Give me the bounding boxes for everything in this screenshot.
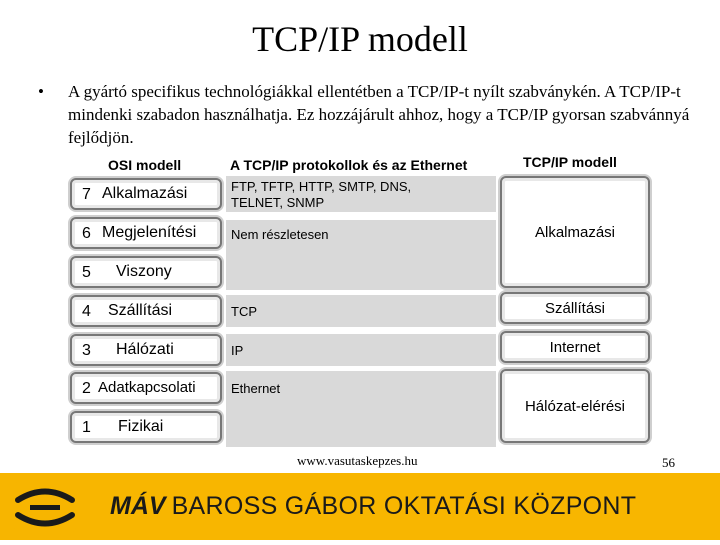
osi-layer-name: Fizikai xyxy=(118,418,164,435)
footer-organization xyxy=(110,492,636,521)
protocol-band-network xyxy=(226,334,496,366)
tcpip-layer-internet xyxy=(500,331,650,363)
bullet-text: A gyártó specifikus technológiákkal ellentétben a TCP/IP-t nyílt szabványkén. A TCP/IP-t mindenki szabadon használhatja. Ez hozzájárult ahhoz, hogy a TCP/IP gyorsan szabvánnyá fejlődjön. xyxy=(68,82,690,147)
osi-layer-6 xyxy=(70,217,222,249)
protocol-presentation: Nem részletesen xyxy=(231,227,329,242)
footer-org-name: BAROSS GÁBOR OKTATÁSI KÖZPONT xyxy=(171,492,637,520)
osi-layer-number: 3 xyxy=(82,342,91,359)
osi-layer-name: Adatkapcsolati xyxy=(98,379,196,396)
osi-layer-name: Alkalmazási xyxy=(102,185,188,202)
protocol-band-session xyxy=(226,252,496,290)
osi-layer-number: 2 xyxy=(82,380,91,397)
protocol-application-line2: TELNET, SNMP xyxy=(231,195,325,210)
osi-layer-3 xyxy=(70,334,222,366)
footer-bar xyxy=(0,473,720,540)
footer-url: www.vasutaskepzes.hu xyxy=(297,453,418,468)
slide-title: TCP/IP modell xyxy=(252,19,468,59)
footer-brand: MÁV xyxy=(110,492,166,520)
protocol-band-transport xyxy=(226,295,496,327)
osi-layer-name: Megjelenítési xyxy=(102,224,197,241)
osi-layer-number: 7 xyxy=(82,186,91,203)
tcpip-layer-network-access xyxy=(500,369,650,443)
page-number: 56 xyxy=(662,455,675,470)
protocols-header: A TCP/IP protokollok és az Ethernet xyxy=(230,157,468,173)
tcpip-layer-name: Szállítási xyxy=(544,299,606,317)
osi-layer-name: Szállítási xyxy=(108,302,173,319)
protocol-datalink: Ethernet xyxy=(231,381,281,396)
osi-layer-4 xyxy=(70,295,222,327)
mav-logo-icon xyxy=(0,473,90,540)
protocol-application-line1: FTP, TFTP, HTTP, SMTP, DNS, xyxy=(231,179,412,194)
osi-layer-1 xyxy=(70,411,222,443)
osi-layer-2 xyxy=(70,372,222,404)
tcpip-header: TCP/IP modell xyxy=(523,154,617,170)
osi-layer-number: 6 xyxy=(82,225,91,242)
osi-layer-5 xyxy=(70,256,222,288)
tcpip-layer-name: Alkalmazási xyxy=(534,223,616,241)
osi-layer-name: Hálózati xyxy=(116,341,174,358)
osi-layer-number: 5 xyxy=(82,264,91,281)
osi-layer-number: 1 xyxy=(82,419,91,436)
tcpip-layer-name: Hálózat-elérési xyxy=(524,397,626,415)
osi-layer-number: 4 xyxy=(82,303,91,320)
tcpip-layer-transport xyxy=(500,292,650,324)
protocol-transport: TCP xyxy=(231,304,257,319)
tcpip-layer-application xyxy=(500,176,650,288)
osi-layer-7 xyxy=(70,178,222,210)
protocol-network: IP xyxy=(231,343,244,358)
bullet-marker: • xyxy=(38,82,44,101)
osi-header: OSI modell xyxy=(108,157,182,173)
mav-logo xyxy=(0,473,90,540)
osi-layer-name: Viszony xyxy=(116,263,172,280)
tcpip-layer-name: Internet xyxy=(549,338,601,356)
